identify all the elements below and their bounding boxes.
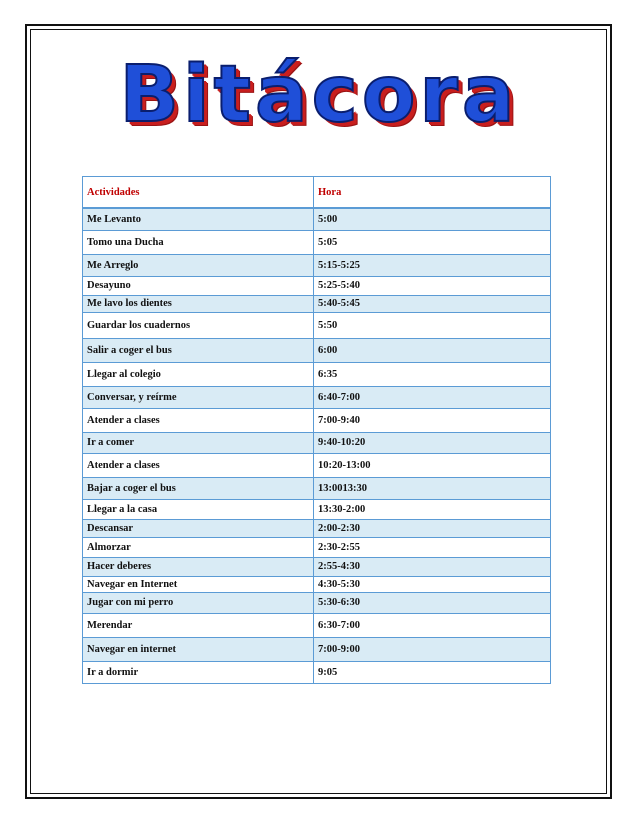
table-body: [83, 208, 551, 683]
activity-cell: Llegar a la casa: [83, 499, 314, 519]
activity-cell: Me lavo los dientes: [83, 295, 314, 312]
table-row: [83, 312, 551, 338]
page-title: Bitácora: [119, 50, 519, 140]
table-row: [83, 537, 551, 557]
activity-cell: Navegar en Internet: [83, 576, 314, 592]
table-row: [83, 576, 551, 592]
activity-cell: Almorzar: [83, 537, 314, 557]
time-cell: 9:05: [314, 661, 551, 683]
table-row: [83, 557, 551, 576]
time-cell: 7:00-9:40: [314, 408, 551, 432]
time-cell: 10:20-13:00: [314, 453, 551, 477]
time-cell: 5:15-5:25: [314, 254, 551, 276]
table-row: [83, 295, 551, 312]
time-cell: 7:00-9:00: [314, 637, 551, 661]
activity-cell: Salir a coger el bus: [83, 338, 314, 362]
table-row: [83, 386, 551, 408]
activity-cell: Me Arreglo: [83, 254, 314, 276]
time-cell: 5:50: [314, 312, 551, 338]
activity-cell: Ir a comer: [83, 432, 314, 453]
time-cell: 6:40-7:00: [314, 386, 551, 408]
table-row: [83, 276, 551, 295]
time-cell: 2:00-2:30: [314, 519, 551, 537]
table-row: [83, 592, 551, 613]
table-row: [83, 637, 551, 661]
table-row: [83, 519, 551, 537]
table-row: [83, 453, 551, 477]
time-cell: 4:30-5:30: [314, 576, 551, 592]
time-cell: 2:55-4:30: [314, 557, 551, 576]
time-cell: 6:35: [314, 362, 551, 386]
activity-log-table: [82, 176, 551, 684]
activity-cell: Llegar al colegio: [83, 362, 314, 386]
time-cell: 5:40-5:45: [314, 295, 551, 312]
table-row: [83, 661, 551, 683]
activity-cell: Jugar con mi perro: [83, 592, 314, 613]
time-cell: 5:00: [314, 208, 551, 230]
table-row: [83, 230, 551, 254]
activity-cell: Descansar: [83, 519, 314, 537]
table-row: [83, 254, 551, 276]
header-time: Hora: [314, 177, 551, 209]
time-cell: 6:30-7:00: [314, 613, 551, 637]
time-cell: 13:30-2:00: [314, 499, 551, 519]
activity-cell: Desayuno: [83, 276, 314, 295]
activity-cell: Conversar, y reírme: [83, 386, 314, 408]
activity-cell: Guardar los cuadernos: [83, 312, 314, 338]
activity-cell: Tomo una Ducha: [83, 230, 314, 254]
activity-cell: Atender a clases: [83, 453, 314, 477]
table-row: [83, 477, 551, 499]
time-cell: 9:40-10:20: [314, 432, 551, 453]
table-row: [83, 338, 551, 362]
header-activities: Actividades: [83, 177, 314, 209]
activity-cell: Hacer deberes: [83, 557, 314, 576]
time-cell: 5:25-5:40: [314, 276, 551, 295]
time-cell: 5:30-6:30: [314, 592, 551, 613]
table-row: [83, 499, 551, 519]
time-cell: 2:30-2:55: [314, 537, 551, 557]
time-cell: 5:05: [314, 230, 551, 254]
table-row: [83, 408, 551, 432]
activity-cell: Merendar: [83, 613, 314, 637]
time-cell: 13:0013:30: [314, 477, 551, 499]
activity-cell: Me Levanto: [83, 208, 314, 230]
activity-cell: Navegar en internet: [83, 637, 314, 661]
table-header-row: [83, 177, 551, 209]
table-row: [83, 362, 551, 386]
time-cell: 6:00: [314, 338, 551, 362]
activity-cell: Bajar a coger el bus: [83, 477, 314, 499]
table-row: [83, 613, 551, 637]
activity-cell: Ir a dormir: [83, 661, 314, 683]
table-row: [83, 432, 551, 453]
activity-cell: Atender a clases: [83, 408, 314, 432]
table-row: [83, 208, 551, 230]
